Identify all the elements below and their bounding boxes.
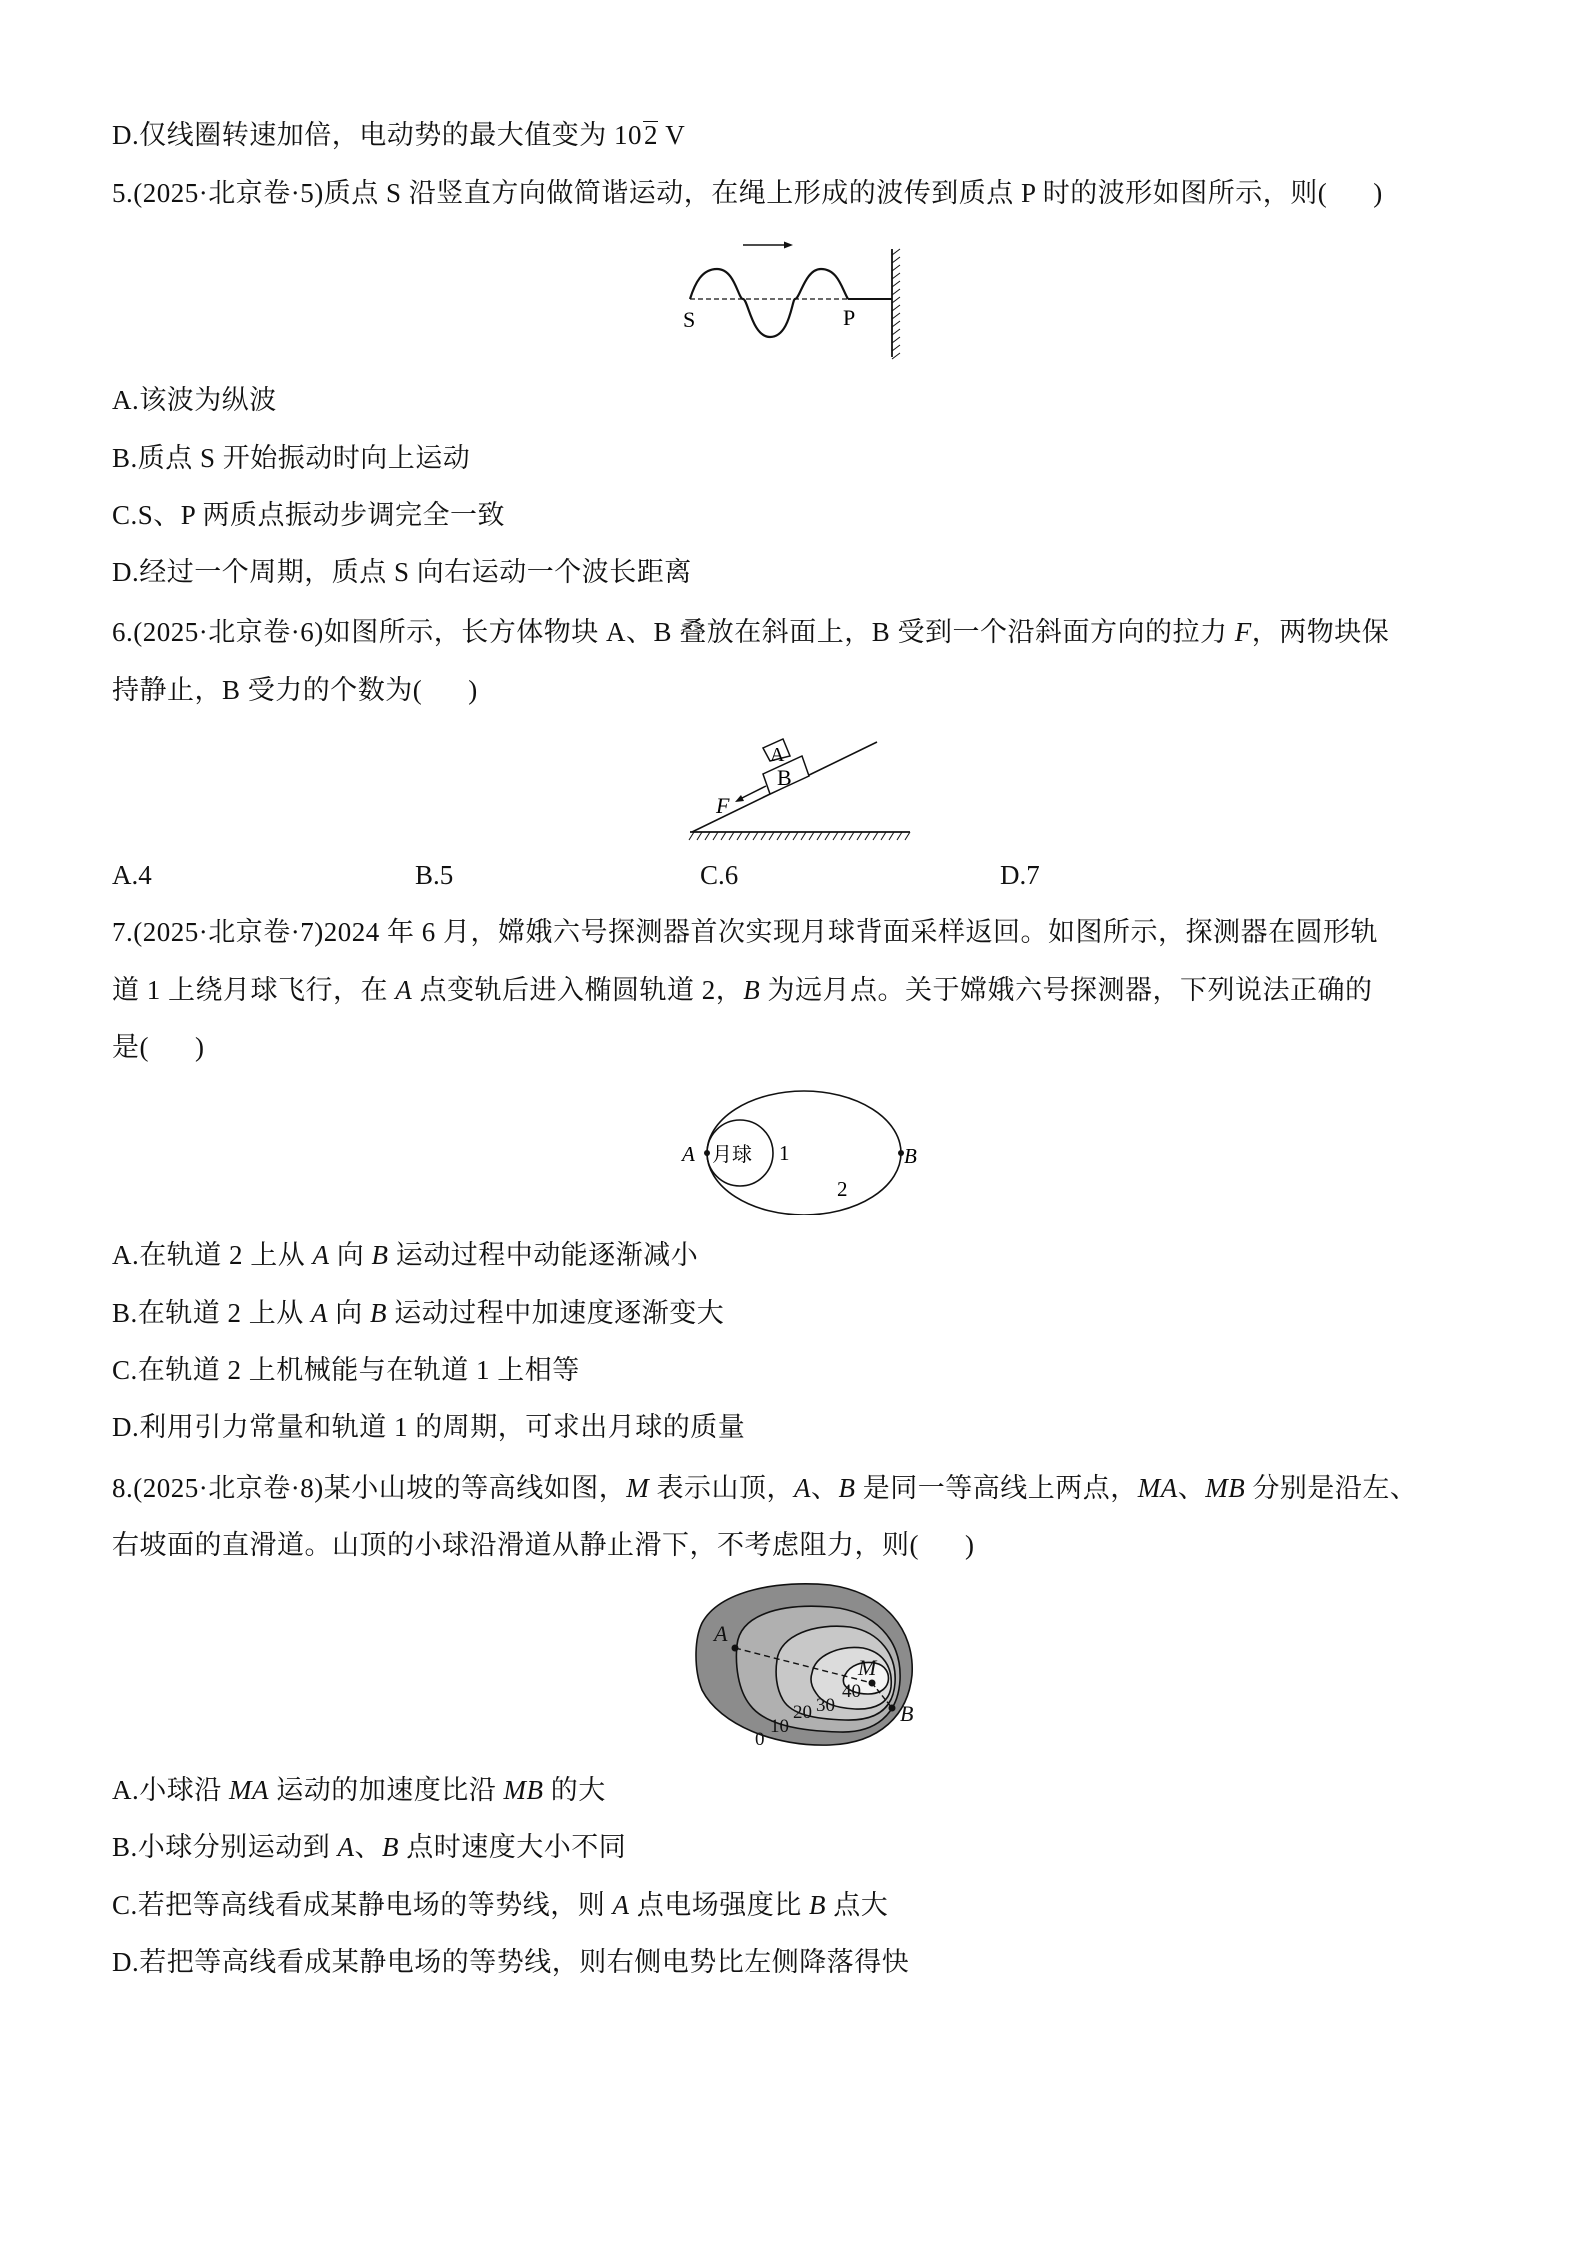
- question-source: (2025·北京卷·6): [133, 617, 324, 647]
- svg-text:B: B: [904, 1144, 917, 1168]
- q6-stem-line1: 6.(2025·北京卷·6)如图所示，长方体物块 A、B 叠放在斜面上，B 受到一个沿斜面方向的拉力 F，两物块保: [112, 617, 1390, 647]
- option-label: D.: [112, 120, 140, 150]
- question-source: (2025·北京卷·8): [133, 1473, 324, 1503]
- sqrt-symbol: 2: [644, 120, 658, 150]
- propagation-arrow-icon: [743, 242, 793, 249]
- svg-text:30: 30: [816, 1695, 835, 1716]
- question-source: (2025·北京卷·7): [133, 917, 324, 947]
- q5-stem: 5.(2025·北京卷·5)质点 S 沿竖直方向做简谐运动，在绳上形成的波传到质点 P 时的波形如图所示，则( ): [112, 178, 1383, 208]
- q7-stem-line3: 是( ): [112, 1032, 205, 1062]
- question-number: 6.: [112, 617, 134, 647]
- q6-option-b[interactable]: B.5: [415, 860, 454, 890]
- q7-option-b[interactable]: B.在轨道 2 上从 A 向 B 运动过程中加速度逐渐变大: [112, 1298, 725, 1328]
- q7-stem-line1: 7.(2025·北京卷·7)2024 年 6 月，嫦娥六号探测器首次实现月球背面采样返回。如图所示，探测器在圆形轨: [112, 917, 1378, 947]
- block-a: [763, 739, 790, 766]
- question-number: 5.: [112, 178, 134, 208]
- option-text: 仅线圈转速加倍，电动势的最大值变为 10: [139, 120, 642, 150]
- svg-text:S: S: [683, 307, 696, 332]
- svg-text:B: B: [777, 765, 792, 790]
- q6-stem-line2: 持静止，B 受力的个数为( ): [112, 675, 478, 705]
- q8-option-d[interactable]: D.若把等高线看成某静电场的等势线，则右侧电势比左侧降落得快: [112, 1947, 910, 1977]
- q8-option-b[interactable]: B.小球分别运动到 A、B 点时速度大小不同: [112, 1832, 627, 1862]
- question-text: 质点 S 沿竖直方向做简谐运动，在绳上形成的波传到质点 P 时的波形如图所示，则(: [323, 178, 1328, 208]
- svg-text:A: A: [714, 1621, 728, 1646]
- q4-option-d: D.仅线圈转速加倍，电动势的最大值变为 102 V: [112, 120, 686, 150]
- q8-stem-line2: 右坡面的直滑道。山顶的小球沿滑道从静止滑下，不考虑阻力，则( ): [112, 1530, 975, 1560]
- svg-text:F: F: [716, 793, 730, 818]
- svg-text:40: 40: [842, 1681, 861, 1702]
- q8-option-c[interactable]: C.若把等高线看成某静电场的等势线，则 A 点电场强度比 B 点大: [112, 1890, 889, 1920]
- svg-text:M: M: [858, 1655, 877, 1680]
- svg-text:A: A: [770, 744, 785, 766]
- q5-option-b[interactable]: B.质点 S 开始振动时向上运动: [112, 443, 471, 473]
- q5-option-d[interactable]: D.经过一个周期，质点 S 向右运动一个波长距离: [112, 557, 692, 587]
- contour-map-figure: [680, 1575, 930, 1750]
- svg-text:0: 0: [755, 1729, 765, 1750]
- svg-text:P: P: [843, 305, 856, 330]
- q5-option-a[interactable]: A.该波为纵波: [112, 385, 277, 415]
- svg-text:1: 1: [779, 1141, 790, 1165]
- question-number: 8.: [112, 1473, 134, 1503]
- q6-option-c[interactable]: C.6: [700, 860, 739, 890]
- svg-text:10: 10: [770, 1716, 789, 1737]
- force-f-arrow-icon: [735, 786, 766, 802]
- svg-text:2: 2: [837, 1177, 848, 1201]
- q7-option-c[interactable]: C.在轨道 2 上机械能与在轨道 1 上相等: [112, 1355, 580, 1385]
- wave-figure: [680, 225, 910, 360]
- q8-stem-line1: 8.(2025·北京卷·8)某小山坡的等高线如图，M 表示山顶，A、B 是同一等高线上两点，MA、MB 分别是沿左、: [112, 1473, 1418, 1503]
- q6-option-d[interactable]: D.7: [1000, 860, 1040, 890]
- svg-text:A: A: [682, 1142, 695, 1166]
- q6-option-a[interactable]: A.4: [112, 860, 152, 890]
- svg-text:B: B: [900, 1701, 914, 1726]
- question-number: 7.: [112, 917, 134, 947]
- question-source: (2025·北京卷·5): [133, 178, 324, 208]
- incline-figure: [680, 728, 920, 843]
- q5-option-c[interactable]: C.S、P 两质点振动步调完全一致: [112, 500, 506, 530]
- svg-text:月球: 月球: [712, 1142, 752, 1166]
- orbit-figure: [680, 1075, 930, 1215]
- q7-stem-line2: 道 1 上绕月球飞行，在 A 点变轨后进入椭圆轨道 2，B 为远月点。关于嫦娥六号探测器，下列说法正确的: [112, 975, 1373, 1005]
- q7-option-a[interactable]: A.在轨道 2 上从 A 向 B 运动过程中动能逐渐减小: [112, 1240, 699, 1270]
- q8-option-a[interactable]: A.小球沿 MA 运动的加速度比沿 MB 的大: [112, 1775, 606, 1805]
- q7-option-d[interactable]: D.利用引力常量和轨道 1 的周期，可求出月球的质量: [112, 1412, 746, 1442]
- svg-text:20: 20: [793, 1702, 812, 1723]
